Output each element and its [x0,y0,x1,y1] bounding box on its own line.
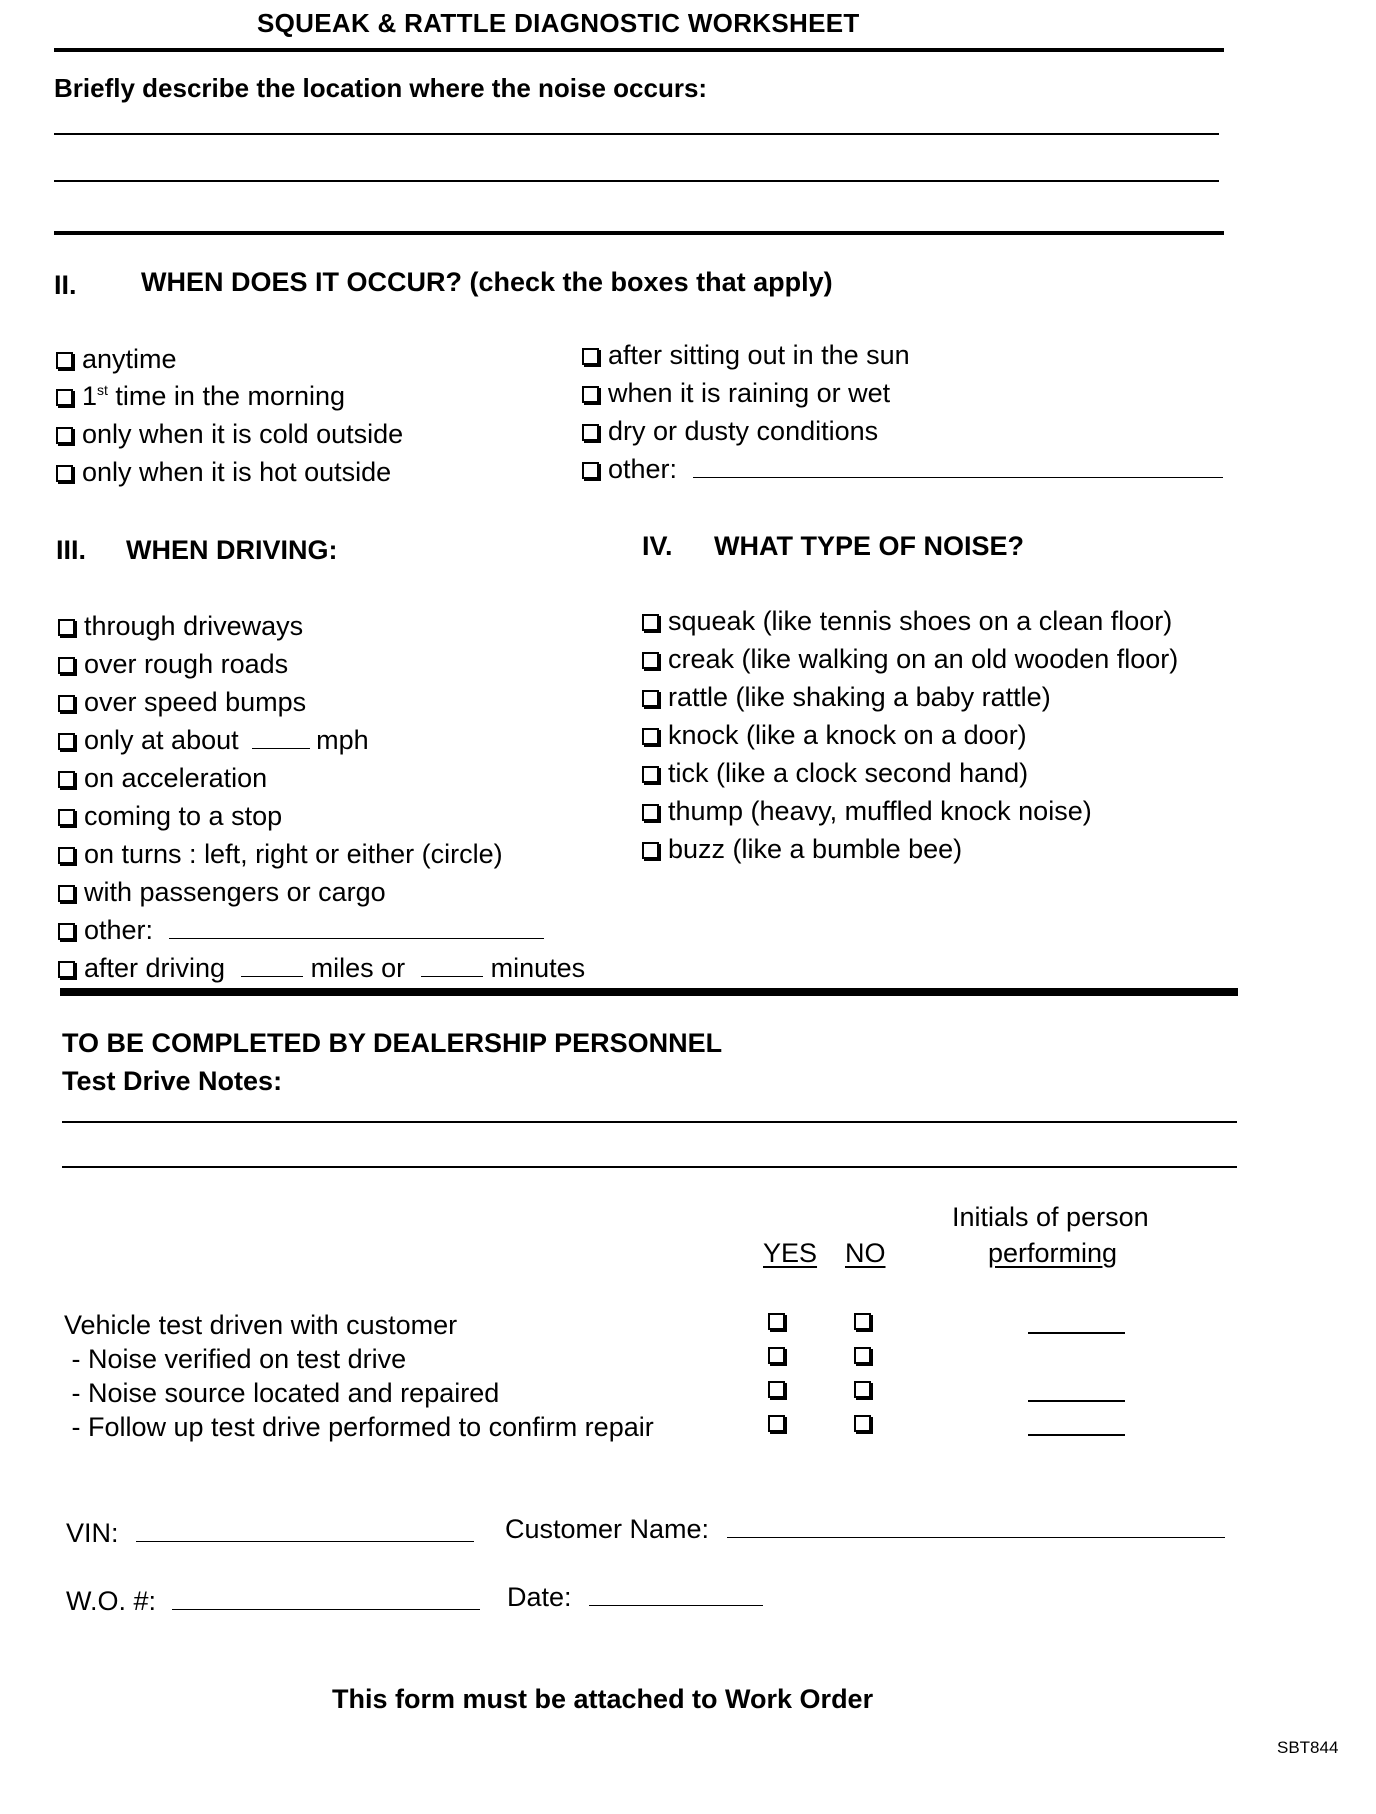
checkbox-icon[interactable] [58,695,75,712]
checkbox-icon[interactable] [58,961,75,978]
other-occur-line[interactable] [693,477,1223,478]
noise-buzz[interactable]: buzz (like a bumble bee) [642,836,962,863]
checkbox-icon[interactable] [582,462,599,479]
option-anytime[interactable]: anytime [56,346,177,373]
row-follow-up-initials-line[interactable] [1028,1434,1125,1436]
noise-creak[interactable]: creak (like walking on an old wooden floor) [642,646,1178,673]
noise-tick[interactable]: tick (like a clock second hand) [642,760,1028,787]
section3-heading: WHEN DRIVING: [126,535,338,565]
option-after-driving[interactable]: after driving miles or minutes [58,955,585,982]
checkbox-icon[interactable] [58,657,75,674]
title-rule [54,48,1224,52]
option-speed-bumps[interactable]: over speed bumps [58,689,306,716]
checkbox-icon[interactable] [642,614,659,631]
checkbox-icon[interactable] [642,652,659,669]
location-line-1[interactable] [54,133,1219,135]
checkbox-icon[interactable] [642,804,659,821]
dealer-heading: TO BE COMPLETED BY DEALERSHIP PERSONNEL [62,1028,723,1058]
checkbox-icon[interactable] [56,389,73,406]
attach-notice: This form must be attached to Work Order [332,1684,874,1714]
page-title: SQUEAK & RATTLE DIAGNOSTIC WORKSHEET [257,8,860,38]
checkbox-icon[interactable] [642,842,659,859]
section-divider-1 [54,231,1224,235]
wo-input-line[interactable] [172,1609,480,1610]
checkbox-icon[interactable] [58,923,75,940]
noise-thump[interactable]: thump (heavy, muffled knock noise) [642,798,1092,825]
col-initials-header-line2: performing [988,1238,1118,1268]
row-test-driven-yes-checkbox[interactable] [768,1313,785,1330]
date-field[interactable] [507,1584,763,1611]
date-input-line[interactable] [589,1605,763,1606]
option-coming-to-stop[interactable]: coming to a stop [58,803,282,830]
row-follow-up-no-checkbox[interactable] [854,1415,871,1432]
notes-line-2[interactable] [62,1166,1237,1168]
noise-knock[interactable]: knock (like a knock on a door) [642,722,1027,749]
option-on-turns[interactable]: on turns : left, right or either (circle) [58,841,503,868]
option-rough-roads[interactable]: over rough roads [58,651,288,678]
vin-label: VIN: [66,1518,119,1548]
row-follow-up-yes-checkbox[interactable] [768,1415,785,1432]
noise-squeak[interactable]: squeak (like tennis shoes on a clean floor) [642,608,1172,635]
vin-input-line[interactable] [136,1541,474,1542]
minutes-input-line[interactable] [421,976,483,977]
section-divider-2 [60,988,1238,996]
col-no-header: NO [845,1238,886,1268]
option-sitting-in-sun[interactable]: after sitting out in the sun [582,342,910,369]
wo-field[interactable] [66,1588,480,1615]
option-other-driving[interactable]: other: [58,917,544,944]
notes-line-1[interactable] [62,1121,1237,1123]
row-noise-source-no-checkbox[interactable] [854,1381,871,1398]
noise-rattle[interactable]: rattle (like shaking a baby rattle) [642,684,1051,711]
row-test-driven-initials-line[interactable] [1028,1332,1125,1334]
option-at-speed[interactable]: only at about mph [58,727,369,754]
checkbox-icon[interactable] [582,424,599,441]
checkbox-icon[interactable] [642,690,659,707]
checkbox-icon[interactable] [58,847,75,864]
option-raining-wet[interactable]: when it is raining or wet [582,380,890,407]
miles-input-line[interactable] [241,976,303,977]
checkbox-icon[interactable] [58,733,75,750]
customer-name-label: Customer Name: [505,1514,710,1544]
option-other-occur[interactable]: other: [582,456,1223,483]
option-hot-outside[interactable]: only when it is hot outside [56,459,391,486]
option-cold-outside[interactable]: only when it is cold outside [56,421,403,448]
section2-numeral: II. [54,270,77,300]
wo-label: W.O. #: [66,1586,157,1616]
checkbox-icon[interactable] [582,348,599,365]
section4-numeral: IV. [642,531,673,561]
location-line-2[interactable] [54,180,1219,182]
location-prompt: Briefly describe the location where the noise occurs: [54,73,708,103]
row-noise-source-initials-line[interactable] [1028,1400,1125,1402]
speed-input-line[interactable] [252,748,310,749]
option-acceleration[interactable]: on acceleration [58,765,267,792]
option-dry-dusty[interactable]: dry or dusty conditions [582,418,878,445]
section4-heading: WHAT TYPE OF NOISE? [714,531,1024,561]
other-driving-line[interactable] [169,938,544,939]
option-driveways[interactable]: through driveways [58,613,303,640]
checkbox-icon[interactable] [642,766,659,783]
checkbox-icon[interactable] [56,352,73,369]
option-passengers-cargo[interactable]: with passengers or cargo [58,879,386,906]
row-noise-verified-yes-checkbox[interactable] [768,1347,785,1364]
row-noise-source-repaired: - Noise source located and repaired [64,1378,500,1408]
customer-name-field[interactable] [505,1516,1225,1543]
section3-numeral: III. [56,535,87,565]
checkbox-icon[interactable] [58,885,75,902]
test-drive-notes-label: Test Drive Notes: [62,1066,283,1096]
row-noise-source-yes-checkbox[interactable] [768,1381,785,1398]
checkbox-icon[interactable] [58,619,75,636]
section2-heading: WHEN DOES IT OCCUR? (check the boxes that apply) [141,267,833,297]
checkbox-icon[interactable] [56,465,73,482]
row-follow-up-test: - Follow up test drive performed to confirm repair [64,1412,654,1442]
form-code: SBT844 [1277,1738,1339,1757]
row-noise-verified: - Noise verified on test drive [64,1344,407,1374]
row-noise-verified-no-checkbox[interactable] [854,1347,871,1364]
checkbox-icon[interactable] [56,427,73,444]
col-yes-header: YES [763,1238,818,1268]
customer-name-input-line[interactable] [727,1537,1225,1538]
row-test-driven-no-checkbox[interactable] [854,1313,871,1330]
checkbox-icon[interactable] [58,809,75,826]
row-test-driven: Vehicle test driven with customer [64,1310,458,1340]
checkbox-icon[interactable] [642,728,659,745]
col-initials-header-line1: Initials of person [952,1202,1149,1232]
checkbox-icon[interactable] [58,771,75,788]
option-first-time-morning[interactable]: 1st time in the morning [56,383,345,410]
checkbox-icon[interactable] [582,386,599,403]
vin-field[interactable] [66,1520,474,1547]
date-label: Date: [507,1582,572,1612]
